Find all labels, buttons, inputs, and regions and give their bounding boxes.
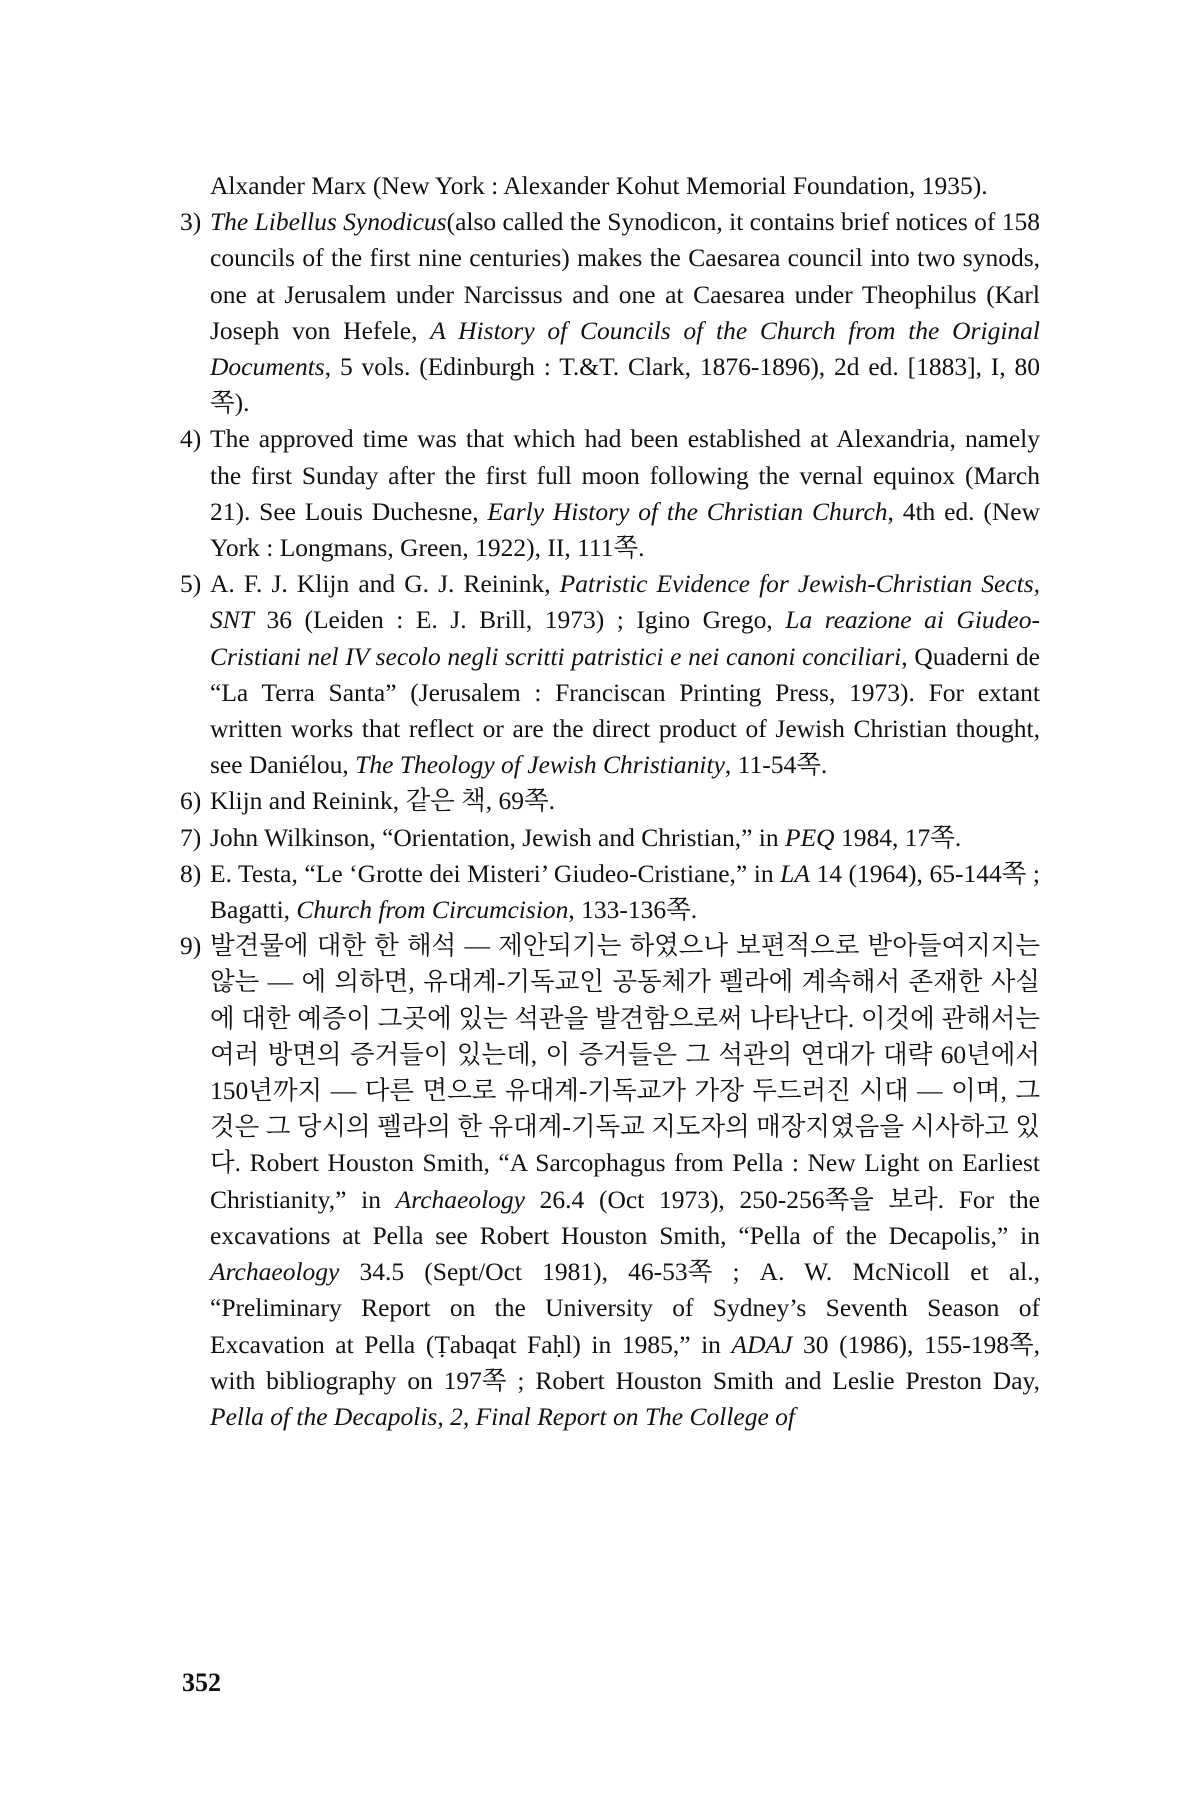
italic-title: Patristic Evidence for Jewish-Christian Sects, SNT [210, 569, 1040, 635]
footnote-n6 [180, 783, 1040, 819]
italic-title: La reazione ai Giudeo-Cristiani nel IV secolo negli scritti patristici e nei canoni conciliari [210, 605, 1040, 671]
note-text: 1984, 17쪽. [834, 822, 962, 852]
italic-title: Church from Circumcision [296, 895, 569, 925]
italic-title: The Libellus Synodicus [210, 207, 447, 237]
footnote-number: 4) [180, 424, 202, 454]
italic-title: The Theology of Jewish Christianity [355, 750, 725, 780]
footnote-n3 [180, 204, 1041, 421]
italic-title: A History of Councils of the Church from the Original Documents [210, 315, 1040, 382]
footnote-continuation [210, 168, 1040, 204]
note-text: , 133-136쪽. [568, 895, 698, 925]
footnote-n7 [180, 820, 1040, 856]
note-text: 발견물에 대한 한 해석 ― 제안되기는 하였으나 보편적으로 받아들여지지는 않는 ― 에 의하면, 유대계-기독교인 공동체가 펠라에 계속해서 존재한 사실에 대한 예증이 그곳에 있는 석관을 발견함으로써 나타난다. 이것에 관해서는 여러 방면의 증거들이 있는데, 이 증거들은 그 석관의 연대가 대략 60년에서 150년까지 ― 다른 면으로 유대계-기독교가 가장 두드러진 시대 ― 이며, 그것은 그 당시의 펠라의 한 유대계-기독교 지도자의 매장지였음을 시사하고 있다. Robert Houston Smith, “A Sarcophagus from Pella : New Light on Earliest Christianity,” in [210, 931, 1040, 1214]
footnote-number: 8) [180, 858, 202, 888]
page-number: 352 [182, 1668, 221, 1697]
italic-title: Archaeology [395, 1184, 525, 1214]
italic-title: ADAJ [731, 1329, 793, 1359]
note-text: , 4th ed. (New York : Longmans, Green, 1922), II, 111쪽. [210, 496, 1040, 563]
footnote-n8 [180, 856, 1040, 928]
note-text: Klijn and Reinink, 같은 책, 69쪽. [210, 786, 556, 816]
note-text: 14 (1964), 65-144쪽 ; Bagatti, [210, 858, 1040, 925]
note-text: John Wilkinson, “Orientation, Jewish and Christian,” in [210, 822, 786, 852]
italic-title: Archaeology [210, 1257, 340, 1287]
footnote-number: 5) [180, 569, 202, 599]
note-text: E. Testa, “Le ‘Grotte dei Misteri’ Giudeo-Cristiane,” in [210, 858, 781, 888]
note-text: 36 (Leiden : E. J. Brill, 1973) ; Igino Grego, [253, 605, 786, 635]
note-text: The approved time was that which had been established at Alexandria, namely the first Sunday after the first full moon following the vernal equinox (March 21). See Louis Duchesne, [210, 424, 1040, 526]
note-text: , Quaderni de “La Terra Santa” (Jerusalem : Franciscan Printing Press, 1973). For extant written works that reflect or are the direct product of Jewish Christian thought, see Daniélou, [210, 641, 1040, 780]
footnote-n4 [180, 421, 1040, 566]
italic-title: PEQ [785, 822, 835, 852]
note-text: , 5 vols. (Edinburgh : T.&T. Clark, 1876-1896), 2d ed. [1883], I, 80쪽). [210, 352, 1040, 418]
footnote-number: 3) [180, 207, 202, 237]
footnote-n9 [180, 928, 1040, 1435]
footnote-number: 7) [180, 822, 202, 852]
italic-title: Pella of the Decapolis, 2, Final Report on The College of [210, 1401, 795, 1431]
note-text: 26.4 (Oct 1973), 250-256쪽을 보라. For the excavations at Pella see Robert Houston Smith, “Pella of the Decapolis,” in [210, 1184, 1040, 1250]
footnote-n5 [180, 566, 1040, 783]
note-text: (also called the Synodicon, it contains brief notices of 158 councils of the first nine centuries) makes the Caesarea council into two synods, one at Jerusalem under Narcissus and one at Caesarea under Theophilus (Karl Joseph von Hefele, [210, 207, 1041, 345]
note-text: 30 (1986), 155-198쪽, with bibliography on 197쪽 ; Robert Houston Smith and Leslie Preston Day, [210, 1329, 1040, 1395]
footnotes-column [180, 168, 1041, 1435]
italic-title: Early History of the Christian Church [487, 496, 888, 526]
note-text: , 11-54쪽. [724, 750, 828, 780]
note-text: 34.5 (Sept/Oct 1981), 46-53쪽 ; A. W. McNicoll et al., “Preliminary Report on the University of Sydney’s Seventh Season of Excavation at Pella (Ṭabaqat Faḥl) in 1985,” in [210, 1257, 1040, 1359]
note-text: Alxander Marx (New York : Alexander Kohut Memorial Foundation, 1935). [210, 171, 988, 200]
footnote-number: 6) [180, 786, 202, 816]
footnote-number: 9) [180, 931, 202, 961]
italic-title: LA [780, 858, 810, 888]
note-text: A. F. J. Klijn and G. J. Reinink, [210, 569, 560, 599]
